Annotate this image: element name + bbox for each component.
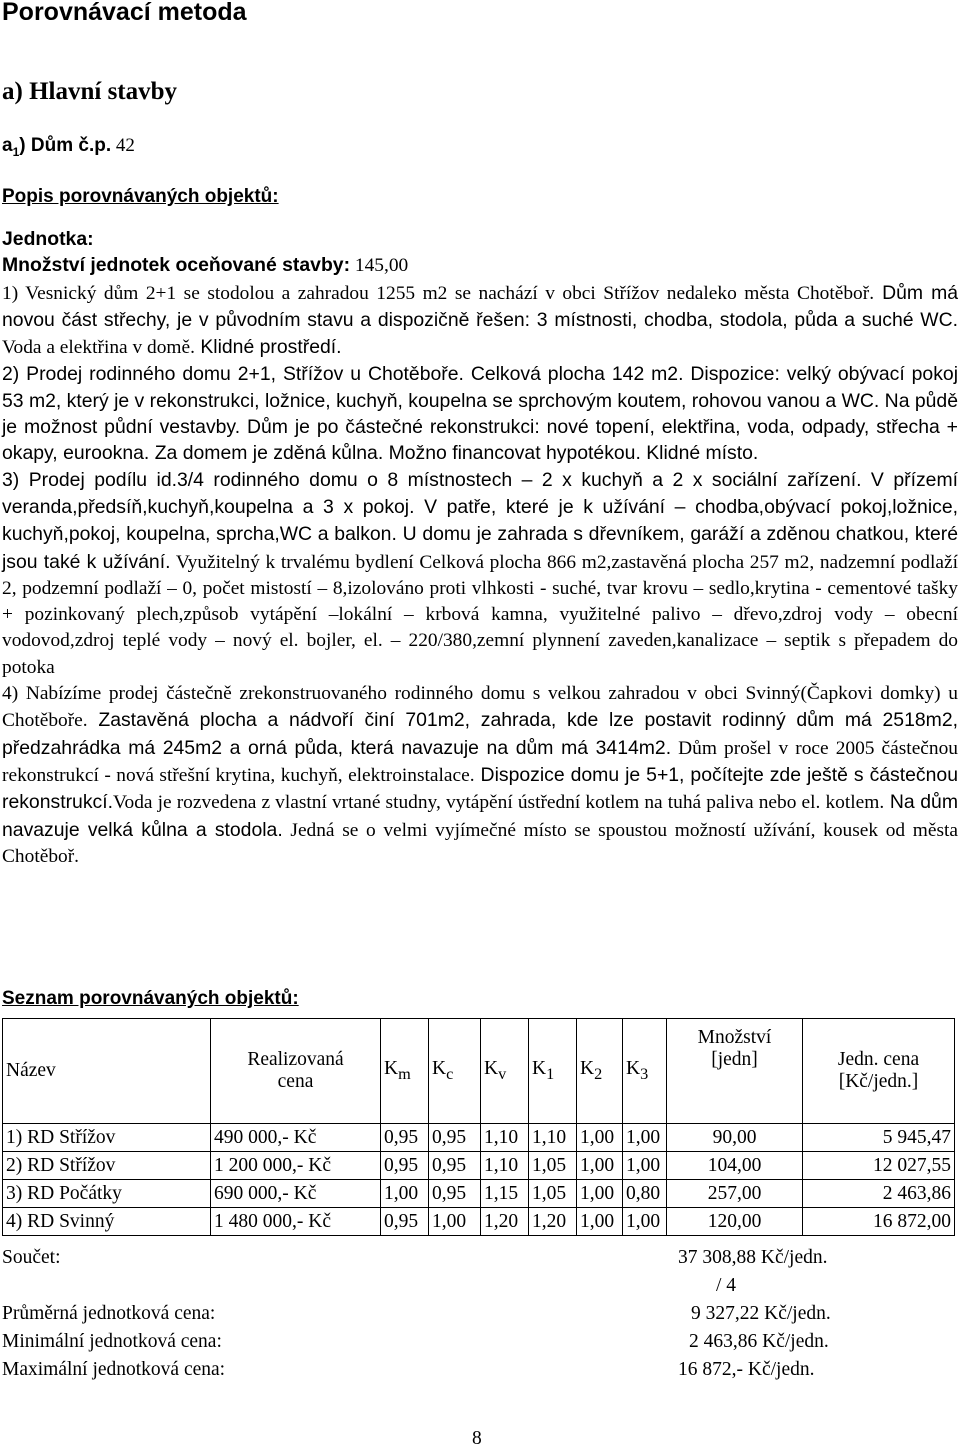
col-cena-1: Jedn. cena [837, 1049, 920, 1070]
desc-3a: 3) Prodej podílu id.3/4 rodinného domu o 8 místnostech – 2 x kuchyň a 2 x sociální zařízení. V přízemí veranda,předsíň,kuchyň,koupelna a 3 x pokoj. [2, 468, 958, 518]
desc-3d: Využitelný k trvalému bydlení Celková plocha 866 m2,zastavěná plocha 257 m2, nadzemní podlaží 2, podzemní podlaží – 0, počet mistostí – 8,izolováno proti vlhkosti - suché, tvar krovu – sedlo,krytina - cementové tašky + pozinkovaný plech,způsob vytápění –lokální – krbová kamna, využitelné palivo – dřevo,zdroj vody – obecní vodovod,zdroj teplé vody – nový el. bojler, el. – 220/380,zemní plynnení zaveden,kanalizace – septik s přepadem do potoka [2, 551, 958, 678]
cell-nazev: 1) RD Střížov [3, 1124, 211, 1152]
table-row [3, 1152, 955, 1180]
col-k2-sub: 2 [594, 1064, 603, 1083]
divisor-value: / 4 [716, 1275, 737, 1296]
cell-jedn-cena: 16 872,00 [803, 1208, 955, 1236]
cell-kv: 1,10 [481, 1124, 529, 1152]
cell-k3: 1,00 [623, 1152, 667, 1180]
cell-kv: 1,15 [481, 1180, 529, 1208]
col-k1 [529, 1019, 577, 1124]
cell-jedn-cena: 12 027,55 [803, 1152, 955, 1180]
col-k2 [577, 1019, 623, 1124]
table-row [3, 1208, 955, 1236]
col-jedn-cena [803, 1019, 955, 1124]
mnozstvi-line [2, 252, 958, 279]
cell-kv: 1,10 [481, 1152, 529, 1180]
desc-1b: Dům má novou část střechy, je v původním stavu a dispozičně řešen: 3 místnosti, chodba, stodola, půda a suché WC. [2, 281, 959, 331]
minimalni-label: Minimální jednotková cena: [2, 1331, 222, 1352]
description-1 [2, 280, 958, 362]
summary-soucet [2, 1244, 942, 1272]
summary-maximalni [2, 1356, 942, 1384]
summary-divisor [2, 1272, 942, 1300]
cell-cena: 1 200 000,- Kč [211, 1152, 381, 1180]
cell-nazev: 4) RD Svinný [3, 1208, 211, 1236]
description-block [2, 226, 958, 870]
cell-kv: 1,20 [481, 1208, 529, 1236]
col-mnozstvi-1: Množství [697, 1027, 772, 1048]
cell-nazev: 2) RD Střížov [3, 1152, 211, 1180]
table-header-row [3, 1019, 955, 1124]
desc-1a: 1) Vesnický dům 2+1 se stodolou a zahradou 1255 m2 se nachází v obci Střížov nedaleko města Chotěboř. [2, 282, 875, 304]
item-title [2, 133, 135, 165]
cell-kc: 0,95 [429, 1152, 481, 1180]
desc-1d: Klidné prostředí. [194, 336, 342, 359]
cell-mnozstvi: 120,00 [667, 1208, 803, 1236]
desc-4g: Jedná se o velmi vyjímečné místo se spoustou možností užívání, kousek od města Chotěboř. [2, 819, 958, 867]
col-km [381, 1019, 429, 1124]
cell-k1: 1,05 [529, 1152, 577, 1180]
desc-2f: Možno financovat hypotékou. Klidné místo. [383, 442, 759, 465]
item-sub: 1 [12, 144, 20, 159]
col-kv-k: K [484, 1057, 499, 1079]
col-mnozstvi-2: [jedn] [711, 1049, 758, 1070]
cell-jedn-cena: 2 463,86 [803, 1180, 955, 1208]
soucet-label: Součet: [2, 1247, 61, 1268]
soucet-value: 37 308,88 Kč/jedn. [678, 1247, 828, 1268]
minimalni-value: 2 463,86 Kč/jedn. [689, 1331, 829, 1352]
desc-4c: Dům prošel v roce 2005 částečnou rekonstrukcí - nová střešní krytina, kuchyň, elektroinstalace. [2, 737, 958, 786]
summary-minimalni [2, 1328, 942, 1356]
col-kc [429, 1019, 481, 1124]
cell-k3: 0,80 [623, 1180, 667, 1208]
prumerna-label: Průměrná jednotková cena: [2, 1303, 216, 1324]
popis-heading: Popis porovnávaných objektů: [2, 186, 279, 207]
cell-mnozstvi: 90,00 [667, 1124, 803, 1152]
comparison-table [2, 1018, 955, 1236]
cell-mnozstvi: 104,00 [667, 1152, 803, 1180]
desc-3c: U domu je zahrada s dřevníkem, garáží a zděnou chatkou, které jsou také k užívání. [2, 523, 958, 573]
cell-kc: 0,95 [429, 1124, 481, 1152]
col-cena-2: [Kč/jedn.] [838, 1071, 919, 1092]
col-realizovana-1: Realizovaná [247, 1049, 344, 1070]
desc-2e: Za domem je zděná kůlna. [149, 442, 384, 465]
col-k1-k: K [532, 1057, 547, 1079]
desc-4b: Zastavěná plocha a nádvoří činí 701m2, zahrada, kde lze postavit rodinný dům má 2518m2, předzahrádka má 245m2 a orná půda, která navazuje na dům má 3414m2. [2, 709, 958, 759]
cell-km: 1,00 [381, 1180, 429, 1208]
desc-4f: Na dům navazuje velká kůlna a stodola. [2, 791, 958, 841]
description-3 [2, 467, 958, 681]
cell-km: 0,95 [381, 1124, 429, 1152]
cell-mnozstvi: 257,00 [667, 1180, 803, 1208]
item-title-text: ) Dům č.p. [19, 135, 112, 156]
maximalni-label: Maximální jednotková cena: [2, 1359, 226, 1380]
desc-1c: Voda a elektřina v domě. [2, 337, 195, 359]
cell-k2: 1,00 [577, 1152, 623, 1180]
col-mnozstvi [667, 1019, 803, 1124]
cell-k1: 1,20 [529, 1208, 577, 1236]
summary-prumerna [2, 1300, 942, 1328]
col-k2-k: K [580, 1057, 595, 1079]
description-4 [2, 681, 958, 870]
col-km-sub: m [398, 1064, 411, 1083]
page-number: 8 [472, 1428, 482, 1449]
col-kv-sub: v [498, 1064, 507, 1083]
desc-2a: 2) Prodej rodinného domu 2+1, Střížov u Chotěboře. Celková plocha 142 m2. [2, 363, 684, 386]
item-prefix: a [2, 135, 13, 156]
col-realizovana-2: cena [277, 1071, 314, 1092]
cell-kc: 0,95 [429, 1180, 481, 1208]
col-k1-sub: 1 [546, 1064, 555, 1083]
col-realizovana [211, 1019, 381, 1124]
mnozstvi-label: Množství jednotek oceňované stavby: [2, 254, 351, 277]
col-kv [481, 1019, 529, 1124]
desc-2c: Na půdě je možnost půdní vestavby. [2, 389, 958, 439]
desc-2b: Dispozice: velký obývací pokoj 53 m2, který je v rekonstrukci, ložnice, kuchyň, koupelna se sprchovým koutem, rohovou vanou a WC. [2, 363, 959, 412]
page-heading: Porovnávací metoda [2, 0, 247, 26]
cell-k2: 1,00 [577, 1180, 623, 1208]
item-number: 42 [111, 135, 135, 156]
desc-2d: Dům je po částečné rekonstrukci: nové topení, elektřina, voda, odpady, střecha + okapy, eurookna. [2, 416, 959, 465]
section-heading: a) Hlavní stavby [2, 78, 178, 105]
desc-4e: Voda je rozvedena z vlastní vrtané studny, vytápění ústřední kotlem na tuhá paliva nebo el. kotlem. [113, 792, 885, 814]
cell-k1: 1,10 [529, 1124, 577, 1152]
col-k3-k: K [626, 1057, 641, 1079]
cell-cena: 1 480 000,- Kč [211, 1208, 381, 1236]
table-row [3, 1180, 955, 1208]
desc-3b: V patře, které je k užívání – chodba,obývací pokoj,ložnice, kuchyň,pokoj, koupelna, sprcha,WC a balkon. [2, 495, 958, 546]
maximalni-value: 16 872,- Kč/jedn. [678, 1359, 815, 1380]
cell-k3: 1,00 [623, 1124, 667, 1152]
cell-k1: 1,05 [529, 1180, 577, 1208]
col-kc-k: K [432, 1057, 447, 1079]
table-row [3, 1124, 955, 1152]
desc-4d: Dispozice domu je 5+1, počítejte zde ještě s částečnou rekonstrukcí. [2, 763, 958, 814]
cell-km: 0,95 [381, 1152, 429, 1180]
col-km-k: K [384, 1057, 399, 1079]
desc-4a: 4) Nabízíme prodej částečně zrekonstruovaného rodinného domu s velkou zahradou v obci Svinný(Čapkovi domky) u Chotěboře. [2, 683, 958, 732]
mnozstvi-value: 145,00 [350, 255, 409, 277]
cell-nazev: 3) RD Počátky [3, 1180, 211, 1208]
cell-km: 0,95 [381, 1208, 429, 1236]
seznam-heading: Seznam porovnávaných objektů: [2, 988, 299, 1009]
summary-block [2, 1244, 942, 1384]
description-2 [2, 361, 958, 466]
col-k3 [623, 1019, 667, 1124]
cell-k2: 1,00 [577, 1124, 623, 1152]
jednotka-label: Jednotka: [2, 228, 94, 250]
cell-k2: 1,00 [577, 1208, 623, 1236]
prumerna-value: 9 327,22 Kč/jedn. [691, 1303, 831, 1324]
cell-cena: 490 000,- Kč [211, 1124, 381, 1152]
cell-cena: 690 000,- Kč [211, 1180, 381, 1208]
col-k3-sub: 3 [640, 1064, 649, 1083]
col-nazev: Název [3, 1019, 211, 1124]
cell-jedn-cena: 5 945,47 [803, 1124, 955, 1152]
cell-k3: 1,00 [623, 1208, 667, 1236]
cell-kc: 1,00 [429, 1208, 481, 1236]
col-kc-sub: c [446, 1064, 454, 1083]
